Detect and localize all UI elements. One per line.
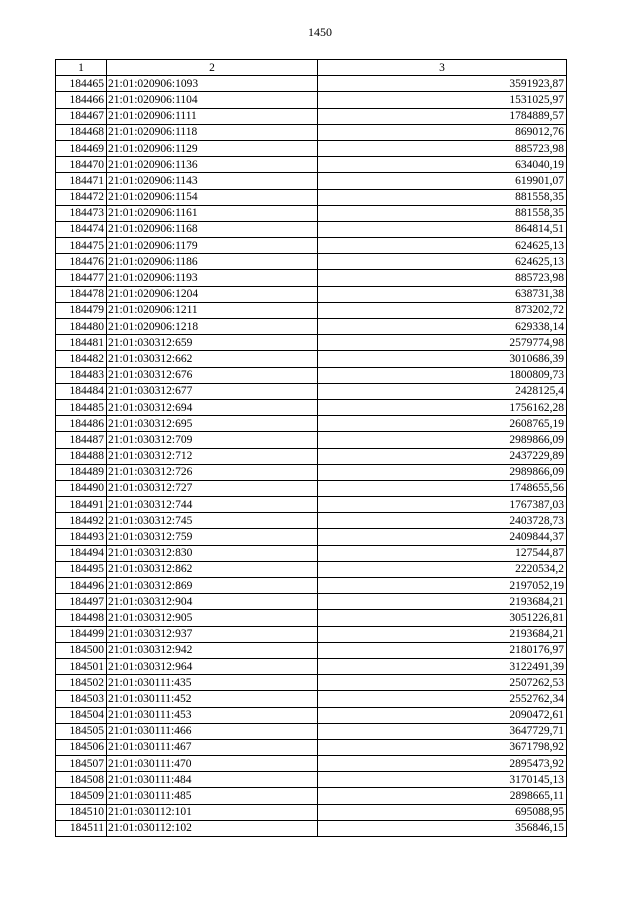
cadastral-value-cell: 2090472,61: [318, 707, 567, 723]
cadastral-value-cell: 2193684,21: [318, 626, 567, 642]
table-row: [56, 739, 567, 755]
row-number-cell: 184503: [56, 691, 107, 707]
table-row: [56, 157, 567, 173]
cadastral-number-cell: 21:01:030312:904: [107, 594, 318, 610]
table-body: [56, 76, 567, 837]
cadastral-value-cell: 1531025,97: [318, 92, 567, 108]
row-number-cell: 184489: [56, 464, 107, 480]
row-number-cell: 184497: [56, 594, 107, 610]
cadastral-value-cell: 127544,87: [318, 545, 567, 561]
cadastral-number-cell: 21:01:030111:466: [107, 723, 318, 739]
cadastral-number-cell: 21:01:030111:470: [107, 756, 318, 772]
row-number-cell: 184509: [56, 788, 107, 804]
cadastral-number-cell: 21:01:030312:905: [107, 610, 318, 626]
cadastral-value-cell: 3671798,92: [318, 739, 567, 755]
row-number-cell: 184475: [56, 238, 107, 254]
table-row: [56, 820, 567, 836]
cadastral-value-cell: 2989866,09: [318, 464, 567, 480]
cadastral-value-cell: 1767387,03: [318, 497, 567, 513]
cadastral-value-cell: 881558,35: [318, 189, 567, 205]
cadastral-value-cell: 695088,95: [318, 804, 567, 820]
cadastral-number-cell: 21:01:020906:1104: [107, 92, 318, 108]
row-number-cell: 184511: [56, 820, 107, 836]
cadastral-number-cell: 21:01:020906:1186: [107, 254, 318, 270]
column-header-value: 3: [318, 60, 567, 76]
table-row: [56, 367, 567, 383]
row-number-cell: 184508: [56, 772, 107, 788]
table-row: [56, 205, 567, 221]
cadastral-number-cell: 21:01:030312:830: [107, 545, 318, 561]
row-number-cell: 184471: [56, 173, 107, 189]
table-row: [56, 302, 567, 318]
cadastral-number-cell: 21:01:030111:435: [107, 675, 318, 691]
table-row: [56, 497, 567, 513]
row-number-cell: 184510: [56, 804, 107, 820]
cadastral-value-cell: 1756162,28: [318, 399, 567, 415]
row-number-cell: 184476: [56, 254, 107, 270]
row-number-cell: 184505: [56, 723, 107, 739]
row-number-cell: 184494: [56, 545, 107, 561]
cadastral-value-cell: 3010686,39: [318, 351, 567, 367]
table-row: [56, 416, 567, 432]
cadastral-value-cell: 3591923,87: [318, 76, 567, 92]
cadastral-value-cell: 3647729,71: [318, 723, 567, 739]
cadastral-number-cell: 21:01:030112:101: [107, 804, 318, 820]
cadastral-value-cell: 864814,51: [318, 221, 567, 237]
table-row: [56, 513, 567, 529]
table-row: [56, 254, 567, 270]
table-row: [56, 221, 567, 237]
row-number-cell: 184469: [56, 140, 107, 156]
cadastral-number-cell: 21:01:030312:676: [107, 367, 318, 383]
table-row: [56, 189, 567, 205]
table-row: [56, 545, 567, 561]
cadastral-value-cell: 885723,98: [318, 140, 567, 156]
cadastral-value-cell: 2552762,34: [318, 691, 567, 707]
row-number-cell: 184473: [56, 205, 107, 221]
table-row: [56, 432, 567, 448]
row-number-cell: 184484: [56, 383, 107, 399]
row-number-cell: 184506: [56, 739, 107, 755]
cadastral-value-cell: 2409844,37: [318, 529, 567, 545]
cadastral-number-cell: 21:01:020906:1111: [107, 108, 318, 124]
row-number-cell: 184474: [56, 221, 107, 237]
row-number-cell: 184491: [56, 497, 107, 513]
cadastral-value-cell: 624625,13: [318, 238, 567, 254]
row-number-cell: 184501: [56, 658, 107, 674]
table-row: [56, 658, 567, 674]
row-number-cell: 184478: [56, 286, 107, 302]
cadastral-value-cell: 2220534,2: [318, 561, 567, 577]
cadastral-value-cell: 356846,15: [318, 820, 567, 836]
table-row: [56, 464, 567, 480]
row-number-cell: 184486: [56, 416, 107, 432]
cadastral-number-cell: 21:01:030111:484: [107, 772, 318, 788]
cadastral-number-cell: 21:01:030312:964: [107, 658, 318, 674]
cadastral-value-cell: 2898665,11: [318, 788, 567, 804]
row-number-cell: 184490: [56, 480, 107, 496]
row-number-cell: 184470: [56, 157, 107, 173]
table-row: [56, 92, 567, 108]
cadastral-value-cell: 2507262,53: [318, 675, 567, 691]
row-number-cell: 184500: [56, 642, 107, 658]
cadastral-number-cell: 21:01:020906:1136: [107, 157, 318, 173]
row-number-cell: 184507: [56, 756, 107, 772]
table-row: [56, 108, 567, 124]
cadastral-number-cell: 21:01:020906:1218: [107, 319, 318, 335]
cadastral-number-cell: 21:01:030312:727: [107, 480, 318, 496]
cadastral-value-cell: 1800809,73: [318, 367, 567, 383]
row-number-cell: 184467: [56, 108, 107, 124]
cadastral-value-cell: 629338,14: [318, 319, 567, 335]
cadastral-number-cell: 21:01:020906:1168: [107, 221, 318, 237]
cadastral-number-cell: 21:01:020906:1154: [107, 189, 318, 205]
row-number-cell: 184496: [56, 578, 107, 594]
row-number-cell: 184487: [56, 432, 107, 448]
table-row: [56, 76, 567, 92]
cadastral-value-cell: 869012,76: [318, 124, 567, 140]
table-row: [56, 723, 567, 739]
row-number-cell: 184477: [56, 270, 107, 286]
table-row: [56, 335, 567, 351]
cadastral-value-table: [55, 59, 567, 837]
table-row: [56, 642, 567, 658]
cadastral-number-cell: 21:01:030312:662: [107, 351, 318, 367]
table-row: [56, 399, 567, 415]
row-number-cell: 184485: [56, 399, 107, 415]
table-row: [56, 319, 567, 335]
cadastral-number-cell: 21:01:030312:745: [107, 513, 318, 529]
cadastral-number-cell: 21:01:030312:862: [107, 561, 318, 577]
cadastral-number-cell: 21:01:030312:709: [107, 432, 318, 448]
cadastral-number-cell: 21:01:030111:453: [107, 707, 318, 723]
row-number-cell: 184495: [56, 561, 107, 577]
row-number-cell: 184493: [56, 529, 107, 545]
cadastral-value-cell: 634040,19: [318, 157, 567, 173]
table-header: [56, 60, 567, 76]
table-row: [56, 691, 567, 707]
cadastral-value-cell: 2193684,21: [318, 594, 567, 610]
cadastral-value-cell: 2895473,92: [318, 756, 567, 772]
row-number-cell: 184483: [56, 367, 107, 383]
cadastral-number-cell: 21:01:030312:869: [107, 578, 318, 594]
table-row: [56, 804, 567, 820]
cadastral-value-cell: 2437229,89: [318, 448, 567, 464]
cadastral-number-cell: 21:01:030312:712: [107, 448, 318, 464]
cadastral-value-cell: 2608765,19: [318, 416, 567, 432]
table-row: [56, 788, 567, 804]
cadastral-value-cell: 2197052,19: [318, 578, 567, 594]
cadastral-number-cell: 21:01:030111:452: [107, 691, 318, 707]
table-row: [56, 286, 567, 302]
row-number-cell: 184498: [56, 610, 107, 626]
cadastral-number-cell: 21:01:020906:1193: [107, 270, 318, 286]
table-row: [56, 675, 567, 691]
row-number-cell: 184481: [56, 335, 107, 351]
table-row: [56, 448, 567, 464]
cadastral-number-cell: 21:01:020906:1204: [107, 286, 318, 302]
column-header-number: 1: [56, 60, 107, 76]
table-row: [56, 480, 567, 496]
table-row: [56, 124, 567, 140]
table-row: [56, 610, 567, 626]
table-row: [56, 383, 567, 399]
cadastral-number-cell: 21:01:030312:659: [107, 335, 318, 351]
column-header-cadastral-number: 2: [107, 60, 318, 76]
table-row: [56, 772, 567, 788]
row-number-cell: 184479: [56, 302, 107, 318]
table-row: [56, 270, 567, 286]
cadastral-value-cell: 638731,38: [318, 286, 567, 302]
cadastral-value-cell: 1784889,57: [318, 108, 567, 124]
table-row: [56, 561, 567, 577]
cadastral-value-cell: 624625,13: [318, 254, 567, 270]
cadastral-value-cell: 2579774,98: [318, 335, 567, 351]
cadastral-number-cell: 21:01:020906:1179: [107, 238, 318, 254]
cadastral-number-cell: 21:01:030312:937: [107, 626, 318, 642]
page-number: 1450: [308, 25, 332, 39]
cadastral-value-cell: 3170145,13: [318, 772, 567, 788]
cadastral-value-cell: 1748655,56: [318, 480, 567, 496]
table-row: [56, 140, 567, 156]
row-number-cell: 184465: [56, 76, 107, 92]
table-row: [56, 578, 567, 594]
cadastral-number-cell: 21:01:020906:1093: [107, 76, 318, 92]
cadastral-value-cell: 881558,35: [318, 205, 567, 221]
cadastral-number-cell: 21:01:030112:102: [107, 820, 318, 836]
row-number-cell: 184502: [56, 675, 107, 691]
cadastral-value-cell: 873202,72: [318, 302, 567, 318]
cadastral-number-cell: 21:01:030312:744: [107, 497, 318, 513]
cadastral-number-cell: 21:01:030312:677: [107, 383, 318, 399]
cadastral-value-cell: 3122491,39: [318, 658, 567, 674]
cadastral-value-cell: 2180176,97: [318, 642, 567, 658]
row-number-cell: 184499: [56, 626, 107, 642]
table-row: [56, 173, 567, 189]
row-number-cell: 184482: [56, 351, 107, 367]
row-number-cell: 184492: [56, 513, 107, 529]
row-number-cell: 184466: [56, 92, 107, 108]
cadastral-number-cell: 21:01:020906:1161: [107, 205, 318, 221]
cadastral-value-cell: 2428125,4: [318, 383, 567, 399]
table-row: [56, 707, 567, 723]
cadastral-number-cell: 21:01:020906:1211: [107, 302, 318, 318]
cadastral-value-cell: 619901,07: [318, 173, 567, 189]
row-number-cell: 184480: [56, 319, 107, 335]
row-number-cell: 184504: [56, 707, 107, 723]
table-row: [56, 529, 567, 545]
table-row: [56, 626, 567, 642]
cadastral-number-cell: 21:01:030111:485: [107, 788, 318, 804]
table-row: [56, 594, 567, 610]
cadastral-value-cell: 2989866,09: [318, 432, 567, 448]
cadastral-number-cell: 21:01:030312:695: [107, 416, 318, 432]
cadastral-number-cell: 21:01:020906:1118: [107, 124, 318, 140]
table-row: [56, 238, 567, 254]
cadastral-value-cell: 3051226,81: [318, 610, 567, 626]
header-row: [56, 60, 567, 76]
cadastral-value-cell: 885723,98: [318, 270, 567, 286]
cadastral-number-cell: 21:01:030312:759: [107, 529, 318, 545]
cadastral-number-cell: 21:01:030111:467: [107, 739, 318, 755]
cadastral-number-cell: 21:01:030312:942: [107, 642, 318, 658]
cadastral-number-cell: 21:01:030312:726: [107, 464, 318, 480]
table-row: [56, 351, 567, 367]
cadastral-number-cell: 21:01:020906:1129: [107, 140, 318, 156]
row-number-cell: 184472: [56, 189, 107, 205]
row-number-cell: 184488: [56, 448, 107, 464]
table-row: [56, 756, 567, 772]
cadastral-number-cell: 21:01:030312:694: [107, 399, 318, 415]
row-number-cell: 184468: [56, 124, 107, 140]
cadastral-value-cell: 2403728,73: [318, 513, 567, 529]
cadastral-number-cell: 21:01:020906:1143: [107, 173, 318, 189]
